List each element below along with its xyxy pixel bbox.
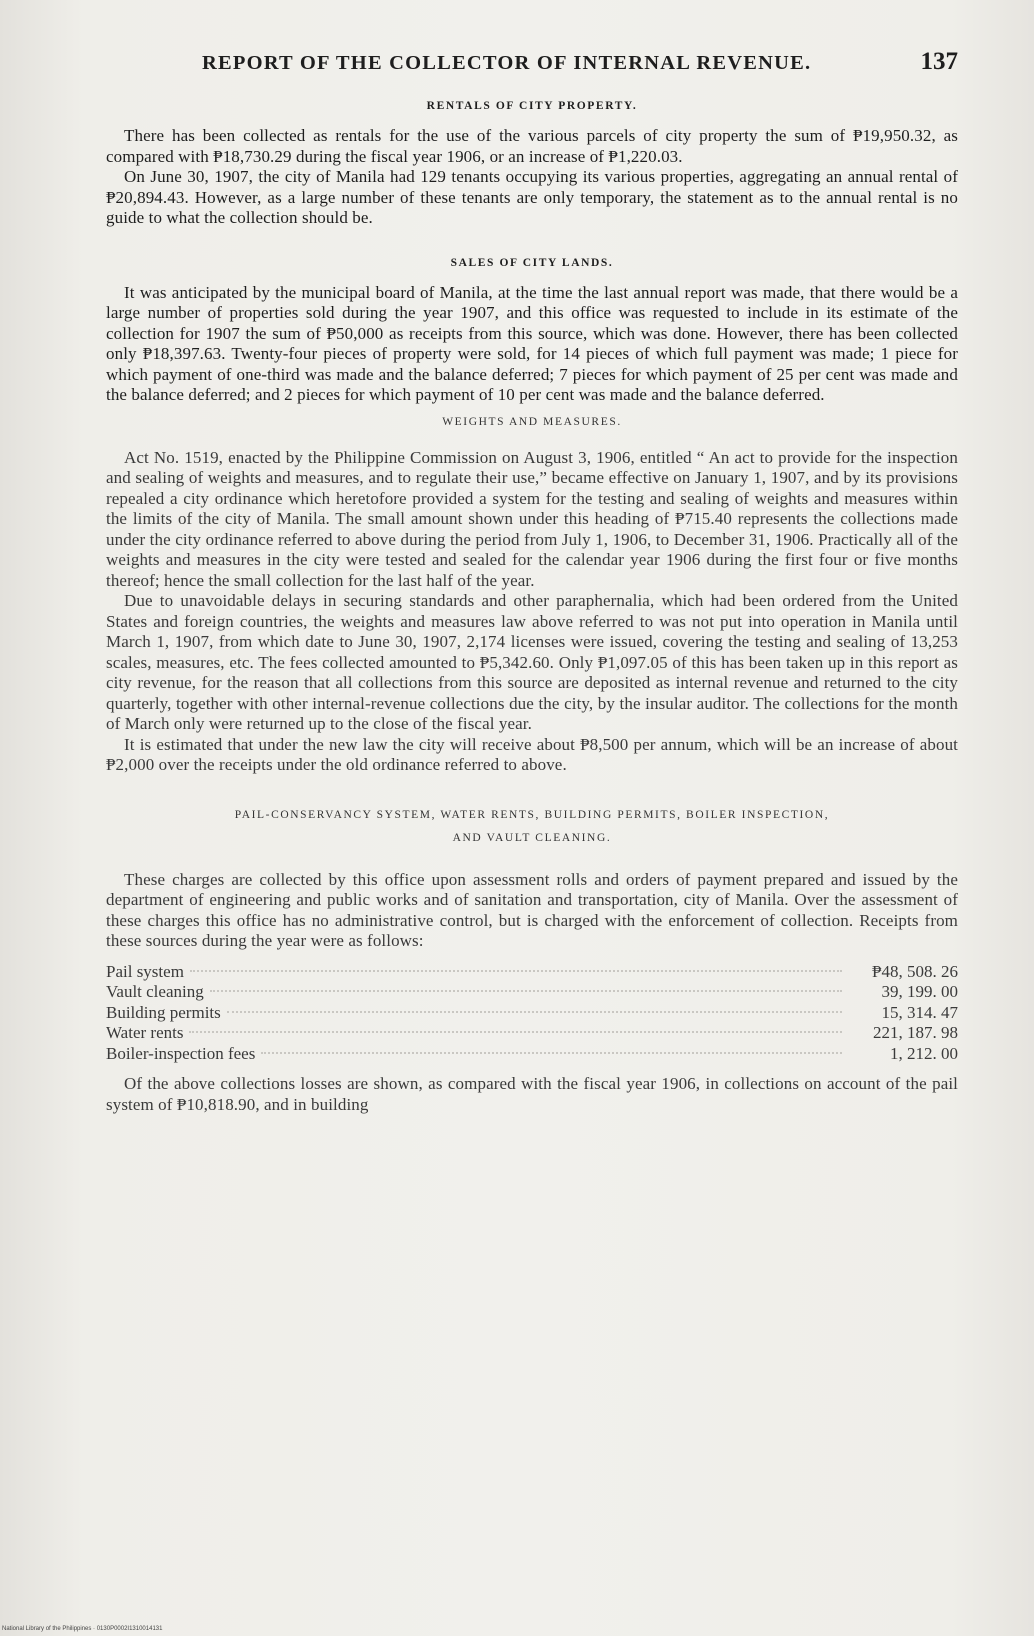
page-title: REPORT OF THE COLLECTOR OF INTERNAL REVENUE. [202, 52, 812, 74]
page-number: 137 [920, 48, 958, 75]
row-label: Building permits [106, 1002, 221, 1022]
section-pail-conservancy [106, 804, 958, 1116]
section-heading [106, 804, 958, 850]
row-amount: ₱48, 508. 26 [872, 961, 958, 981]
paragraph: Of the above collections losses are shown, as compared with the fiscal year 1906, in collections on account of the pail system of ₱10,818.90, and in building [106, 1074, 958, 1114]
scan-footer: National Library of the Philippines · 0130P0002I1310014131 [2, 1626, 163, 1632]
leader-dots [261, 1052, 842, 1054]
receipts-table [106, 962, 958, 1065]
leader-dots [189, 1031, 842, 1033]
section-rentals [106, 100, 958, 229]
heading-line-2: AND VAULT CLEANING. [452, 831, 612, 844]
section-heading: WEIGHTS AND MEASURES. [442, 415, 622, 428]
leader-dots [190, 970, 842, 972]
paragraph: On June 30, 1907, the city of Manila had 129 tenants occupying its various properties, aggregating an annual rental of ₱20,894.43. However, as a large number of these tenants are only temporary, the statement as to the annual rental is no guide to what the collection should be. [106, 167, 958, 227]
paragraph: These charges are collected by this office upon assessment rolls and orders of payment prepared and issued by the department of engineering and public works and of sanitation and transportation, city of Manila. Over the assessment of these charges this office has no administrative control, but is charged with the enforcement of collection. Receipts from these sources during the year were as follows: [106, 869, 958, 950]
section-weights [106, 416, 958, 776]
section-heading: RENTALS OF CITY PROPERTY. [426, 100, 638, 112]
table-row [106, 1003, 958, 1024]
paragraph: There has been collected as rentals for the use of the various parcels of city property the sum of ₱19,950.32, as compared with ₱18,730.29 during the fiscal year 1906, or an increase of ₱1,220.03. [106, 126, 958, 166]
row-amount: 15, 314. 47 [881, 1002, 958, 1022]
row-amount: 221, 187. 98 [873, 1023, 958, 1042]
paragraph: It was anticipated by the municipal board of Manila, at the time the last annual report was made, that there would be a large number of properties sold during the year 1907, and this office was requested to include in its estimate of the collection for 1907 the sum of ₱50,000 as receipts from this source, which was done. However, there has been collected only ₱18,397.63. Twenty-four pieces of property were sold, for 14 pieces of which full payment was made; 1 piece for which payment of one-third was made and the balance deferred; 7 pieces for which payment of 25 per cent was made and the balance deferred; and 2 pieces for which payment of 10 per cent was made and the balance deferred. [106, 282, 958, 404]
row-label: Vault cleaning [106, 982, 204, 1001]
row-label: Pail system [106, 961, 184, 981]
table-row [106, 1044, 958, 1065]
paragraph: Act No. 1519, enacted by the Philippine Commission on August 3, 1906, entitled “ An act to provide for the inspection and sealing of weights and measures, and to regulate their use,” became effective on January 1, 1907, and by its provisions repealed a city ordinance which heretofore provided a system for the testing and sealing of weights and measures within the limits of the city of Manila. The small amount shown under this heading of ₱715.40 represents the collections made under the city ordinance referred to above during the period from July 1, 1906, to December 31, 1906. Practically all of the weights and measures in the city were tested and sealed for the calendar year 1906 during the first four or five months thereof; hence the small collection for the last half of the year. [106, 447, 958, 590]
paragraph: It is estimated that under the new law the city will receive about ₱8,500 per annum, which will be an increase of about ₱2,000 over the receipts under the old ordinance referred to above. [106, 734, 958, 774]
row-amount: 1, 212. 00 [890, 1043, 958, 1063]
section-sales [106, 257, 958, 406]
row-label: Boiler-inspection fees [106, 1043, 256, 1063]
table-row [106, 962, 958, 983]
row-label: Water rents [106, 1023, 184, 1042]
leader-dots [227, 1011, 842, 1013]
paragraph: Due to unavoidable delays in securing standards and other paraphernalia, which had been ordered from the United States and foreign countries, the weights and measures law above referred to was not put into operation in Manila until March 1, 1907, from which date to June 30, 1907, 2,174 licenses were issued, covering the testing and sealing of 13,253 scales, measures, etc. The fees collected amounted to ₱5,342.60. Only ₱1,097.05 of this has been taken up in this report as city revenue, for the reason that all collections from this source are deposited as internal revenue and returned to the city quarterly, together with other internal-revenue collections due the city, by the insular auditor. The collections for the month of March only were returned up to the close of the fiscal year. [106, 591, 958, 733]
table-row [106, 1023, 958, 1044]
row-amount: 39, 199. 00 [881, 982, 958, 1001]
table-row [106, 982, 958, 1003]
page-content [106, 48, 958, 1135]
leader-dots [210, 990, 842, 992]
heading-line-1: PAIL-CONSERVANCY SYSTEM, WATER RENTS, BUILDING PERMITS, BOILER INSPECTION, [234, 808, 830, 821]
section-heading: SALES OF CITY LANDS. [450, 256, 614, 269]
running-header [202, 48, 958, 76]
